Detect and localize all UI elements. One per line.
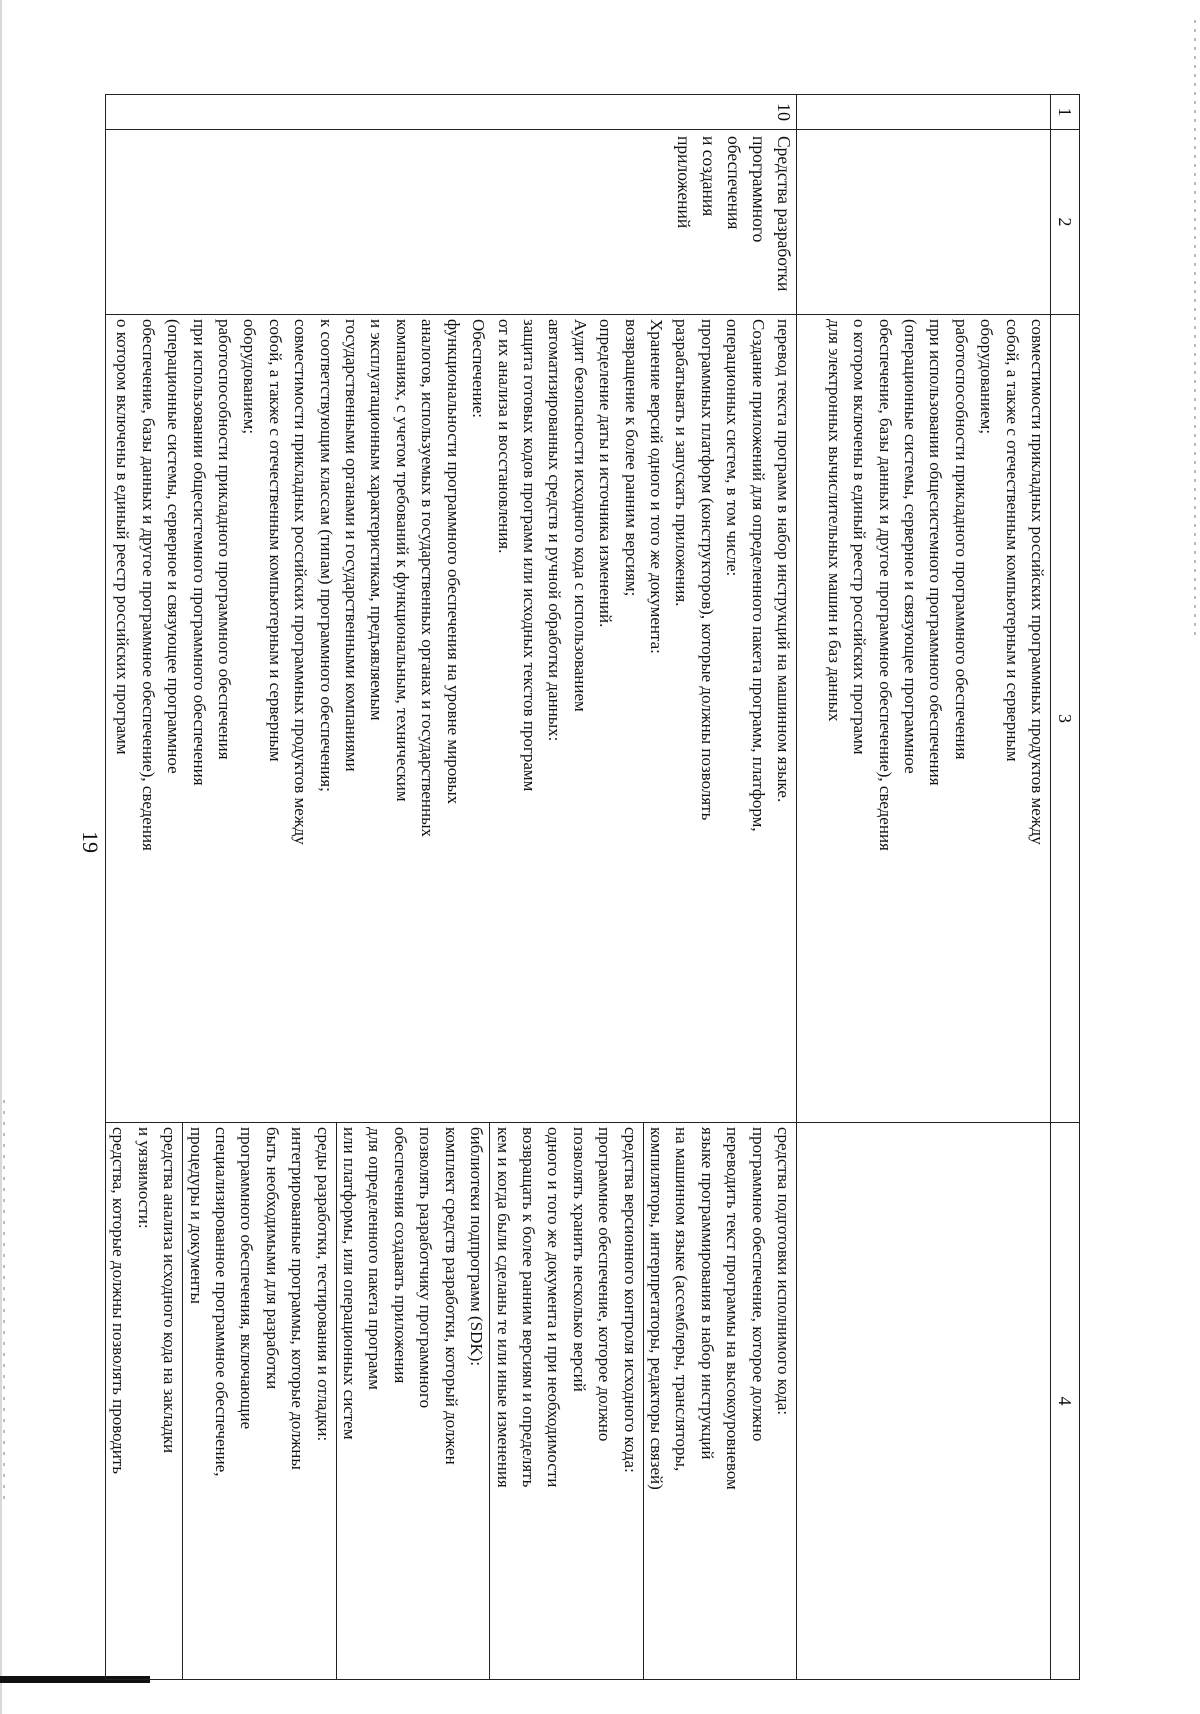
category-line: обеспечения: [724, 136, 744, 230]
text-line: обеспечения создавать приложения: [390, 1127, 410, 1384]
cell-name-empty: [797, 130, 1051, 315]
text-line: компаниях, с учетом требований к функциональным, техническим: [392, 319, 412, 802]
text-line: программных платформ (конструкторов), которые должны позволять: [697, 319, 717, 821]
category-line: и создания: [699, 136, 719, 217]
text-line: интегрированные программы, которые должны: [288, 1127, 308, 1470]
text-line: Хранение версий одного и того же документа:: [646, 319, 666, 654]
text-line: Создание приложений для определенного пакета программ, платформ,: [748, 319, 768, 832]
text-line: возвращать к более ранним версиям и определять: [518, 1127, 538, 1488]
text-line: аналогов, используемых в государственных органах и государственных: [418, 319, 438, 838]
table-row-continued: [797, 95, 1051, 1680]
text-line: обеспечение, базы данных и другое программное обеспечение), сведения: [138, 319, 158, 851]
text-line: библиотеки подпрограмм (SDK):: [467, 1127, 487, 1367]
text-line: перевод текста программ в набор инструкций на машинном языке.: [774, 319, 793, 803]
cell-row-number: 10: [106, 95, 797, 130]
header-col-1: 1: [1051, 95, 1080, 130]
text-line: разрабатывать и запускать приложения.: [672, 319, 692, 607]
text-line: работоспособности прикладного программного обеспечения: [951, 319, 971, 760]
text-line: на машинном языке (ассемблеры, трансляторы,: [672, 1127, 692, 1472]
text-line: о котором включены в единый реестр российских программ: [850, 319, 870, 755]
category-line: Средства разработки: [774, 136, 794, 292]
text-line: оборудованием;: [240, 319, 260, 435]
text-line: и уязвимости:: [134, 1127, 154, 1229]
text-line: позволять разработчику программного: [416, 1127, 436, 1409]
cell-requirements: [106, 315, 797, 1123]
text-line: или платформы, или операционных систем: [340, 1127, 360, 1440]
page-number: 19: [78, 831, 103, 853]
text-line: от их анализа и восстановления.: [494, 319, 514, 554]
document-table: [105, 94, 1080, 1680]
text-line: защита готовых кодов программ или исходных текстов программ: [519, 319, 539, 792]
text-line: программного обеспечения, включающие: [237, 1127, 257, 1430]
text-line: работоспособности прикладного программного обеспечения: [215, 319, 235, 760]
category-line: приложений: [674, 136, 694, 229]
rotated-page: [0, 94, 1080, 1679]
text-line: средства версионного контроля исходного кода:: [620, 1127, 640, 1473]
text-line: кем и когда были сделаны те или иные изменения: [493, 1127, 513, 1488]
text-line: программное обеспечение, которое должно: [748, 1127, 768, 1442]
text-line: средства анализа исходного кода на закладки: [160, 1127, 180, 1454]
text-line: Аудит безопасности исходного кода с использованием: [570, 319, 590, 712]
text-line: при использовании общесистемного программного обеспечения: [189, 319, 209, 786]
text-line: и эксплуатационным характеристикам, предъявляемым: [367, 319, 387, 721]
text-line: компиляторы, интерпретаторы, редакторы связей): [646, 1127, 666, 1490]
category-line: программного: [749, 136, 769, 243]
cell-category-name: [106, 130, 797, 315]
table-row-10: [106, 95, 797, 1680]
tool-block-version-control: [489, 1123, 642, 1679]
text-line: Обеспечение:: [469, 319, 489, 418]
text-line: совместимости прикладных российских программных продуктов между: [291, 319, 311, 845]
text-line: для электронных вычислительных машин и баз данных: [824, 319, 844, 722]
text-line: к соответствующим классам (типам) программного обеспечения;: [316, 319, 336, 792]
text-line: совместимости прикладных российских программных продуктов между: [1028, 319, 1047, 845]
text-line: собой, а также с отечественным компьютерным и серверным: [1002, 319, 1022, 762]
table-header-row: [1051, 95, 1080, 1680]
text-line: при использовании общесистемного программного обеспечения: [926, 319, 946, 786]
tool-block-code-analysis: [106, 1123, 182, 1679]
header-col-3: 3: [1051, 315, 1080, 1123]
text-line: программное обеспечение, которое должно: [595, 1127, 615, 1442]
cell-num-empty: [797, 95, 1051, 130]
text-line: о котором включены в единый реестр российских программ: [113, 319, 133, 755]
text-line: для определенного пакета программ: [365, 1127, 385, 1390]
text-line: переводить текст программы на высокоуровневом: [723, 1127, 743, 1490]
text-line: собой, а также с отечественным компьютерным и серверным: [265, 319, 285, 762]
text-line: комплект средств разработки, который должен: [441, 1127, 461, 1465]
cell-tools-empty: [797, 1123, 1051, 1680]
scan-artifact-right: [1194, 20, 1196, 640]
text-line: языке программирования в набор инструкций: [697, 1127, 717, 1460]
text-line: (операционные системы, серверное и связующее программное: [164, 319, 184, 774]
header-col-2: 2: [1051, 130, 1080, 315]
tool-block-sdk: [336, 1123, 489, 1679]
cell-description-continued: [797, 315, 1051, 1123]
text-line: процедуры и документы: [186, 1127, 206, 1304]
text-line: государственными органами и государственными компаниями: [342, 319, 362, 772]
text-line: быть необходимыми для разработки: [262, 1127, 282, 1390]
tool-block-executable-code: [643, 1123, 796, 1679]
text-line: специализированное программное обеспечение,: [212, 1127, 232, 1477]
text-line: средства, которые должны позволять проводить: [109, 1127, 129, 1475]
text-line: оборудованием;: [977, 319, 997, 435]
text-line: возвращение к более ранним версиям;: [621, 319, 641, 597]
text-line: (операционные системы, серверное и связующее программное: [900, 319, 920, 774]
text-line: позволять хранить несколько версий: [569, 1127, 589, 1392]
header-col-4: 4: [1051, 1123, 1080, 1680]
text-line: операционных систем, в том числе:: [723, 319, 743, 577]
text-line: одного и того же документа и при необходимости: [544, 1127, 564, 1488]
tool-block-ide: [182, 1123, 335, 1679]
cell-tool-types: [106, 1123, 797, 1680]
text-line: среды разработки, тестирования и отладки:: [313, 1127, 333, 1442]
text-line: средства подготовки исполнимого кода:: [774, 1127, 793, 1416]
text-line: определение даты и источника изменений.: [596, 319, 616, 628]
text-line: автоматизированных средств и ручной обработки данных:: [545, 319, 565, 742]
text-line: обеспечение, базы данных и другое программное обеспечение), сведения: [875, 319, 895, 851]
text-line: функциональности программного обеспечения на уровне мировых: [443, 319, 463, 805]
